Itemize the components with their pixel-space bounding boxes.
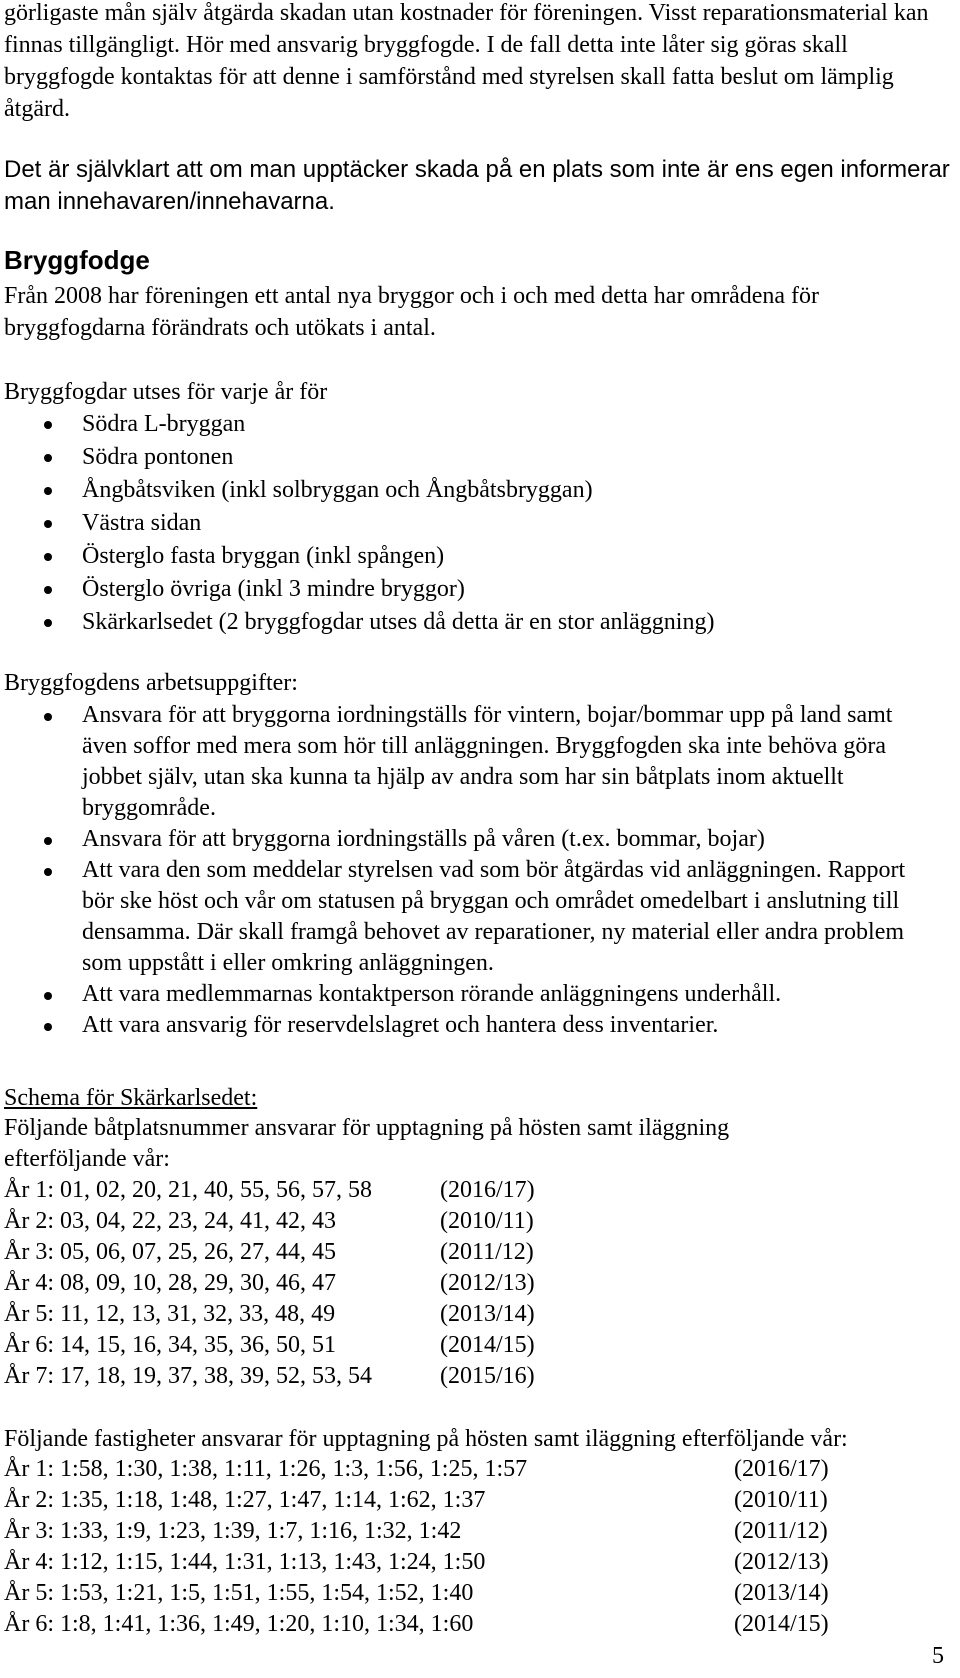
schedule-row: År 7: 17, 18, 19, 37, 38, 39, 52, 53, 54 (2015/16) xyxy=(4,1363,535,1389)
paragraph-boat-schedule-intro: Följande båtplatsnummer ansvarar för upptagning på hösten samt iläggning efterföljande vår: xyxy=(4,1115,730,1172)
schedule-row: År 2: 1:35, 1:18, 1:48, 1:27, 1:47, 1:14, 1:62, 1:37 (2010/11) xyxy=(4,1487,828,1513)
list-item: Österglo övriga (inkl 3 mindre bryggor) xyxy=(0,573,714,606)
bullet-icon xyxy=(44,992,52,1000)
schedule-row: År 4: 1:12, 1:15, 1:44, 1:31, 1:13, 1:43, 1:24, 1:50 (2012/13) xyxy=(4,1549,829,1575)
bullet-icon xyxy=(44,454,52,462)
list-item: Ångbåtsviken (inkl solbryggan och Ångbåtsbryggan) xyxy=(0,474,714,507)
schedule-row: År 6: 1:8, 1:41, 1:36, 1:49, 1:20, 1:10, 1:34, 1:60 (2014/15) xyxy=(4,1611,829,1637)
list-item: Österglo fasta bryggan (inkl spången) xyxy=(0,540,714,573)
bullet-icon xyxy=(44,520,52,528)
list-item: Att vara medlemmarnas kontaktperson rörande anläggningens underhåll. xyxy=(0,979,940,1010)
bullet-icon xyxy=(44,421,52,429)
paragraph-new-docks: Från 2008 har föreningen ett antal nya bryggor och i och med detta har områdena för bryggfogdarna förändrats och utökats i antal. xyxy=(4,283,820,341)
list-item: Västra sidan xyxy=(0,507,714,540)
list-item: Att vara den som meddelar styrelsen vad som bör åtgärdas vid anläggningen. Rapport bör ske höst och vår om statusen på bryggan och området omedelbart i anslutning till densamma. Där skall framgå behovet av reparationer, ny material eller andra problem som uppstått i eller omkring anläggningen. xyxy=(0,855,940,979)
boat-schedule xyxy=(4,1175,535,1392)
list-item: Södra pontonen xyxy=(0,441,714,474)
bullet-icon xyxy=(44,487,52,495)
paragraph-tasks-heading: Bryggfogdens arbetsuppgifter: xyxy=(4,670,298,696)
page-number: 5 xyxy=(932,1643,944,1669)
schedule-row: År 2: 03, 04, 22, 23, 24, 41, 42, 43 (2010/11) xyxy=(4,1208,534,1234)
schedule-row: År 5: 11, 12, 13, 31, 32, 33, 48, 49 (2013/14) xyxy=(4,1301,535,1327)
bullet-icon xyxy=(44,553,52,561)
bullet-icon xyxy=(44,1023,52,1031)
schedule-row: År 6: 14, 15, 16, 34, 35, 36, 50, 51 (2014/15) xyxy=(4,1332,535,1358)
bullet-icon xyxy=(44,868,52,876)
list-item: Skärkarlsedet (2 bryggfogdar utses då detta är en stor anläggning) xyxy=(0,606,714,639)
section-heading-bryggfodge: Bryggfodge xyxy=(4,245,150,275)
schedule-row: År 3: 1:33, 1:9, 1:23, 1:39, 1:7, 1:16, 1:32, 1:42 (2011/12) xyxy=(4,1518,828,1544)
dock-area-list xyxy=(0,408,714,639)
bullet-icon xyxy=(44,713,52,721)
paragraph-property-schedule-intro: Följande fastigheter ansvarar för upptagning på hösten samt iläggning efterföljande vår: xyxy=(4,1426,848,1452)
list-item: Södra L-bryggan xyxy=(0,408,714,441)
list-item: Ansvara för att bryggorna iordningställs för vintern, bojar/bommar upp på land samt även soffor med mera som hör till anläggningen. Bryggfogden ska inte behöva göra jobbet själv, utan ska kunna ta hjälp av andra som har sin båtplats inom aktuellt bryggområde. xyxy=(0,700,940,824)
task-list xyxy=(0,700,940,1041)
schedule-row: År 5: 1:53, 1:21, 1:5, 1:51, 1:55, 1:54, 1:52, 1:40 (2013/14) xyxy=(4,1580,829,1606)
paragraph-appointed-for: Bryggfogdar utses för varje år för xyxy=(4,379,328,405)
bullet-icon xyxy=(44,619,52,627)
schedule-row: År 1: 01, 02, 20, 21, 40, 55, 56, 57, 58 (2016/17) xyxy=(4,1177,535,1203)
list-item: Ansvara för att bryggorna iordningställs på våren (t.ex. bommar, bojar) xyxy=(0,824,940,855)
paragraph-inform-owner: Det är självklart att om man upptäcker skada på en plats som inte är ens egen informerar man innehavaren/innehavarna. xyxy=(4,156,950,215)
schema-heading: Schema för Skärkarlsedet: xyxy=(4,1085,258,1111)
schedule-row: År 1: 1:58, 1:30, 1:38, 1:11, 1:26, 1:3, 1:56, 1:25, 1:57 (2016/17) xyxy=(4,1456,829,1482)
bullet-icon xyxy=(44,837,52,845)
schedule-row: År 4: 08, 09, 10, 28, 29, 30, 46, 47 (2012/13) xyxy=(4,1270,535,1296)
list-item: Att vara ansvarig för reservdelslagret och hantera dess inventarier. xyxy=(0,1010,940,1041)
property-schedule xyxy=(4,1454,829,1640)
schedule-row: År 3: 05, 06, 07, 25, 26, 27, 44, 45 (2011/12) xyxy=(4,1239,534,1265)
paragraph-damage-repair: görligaste mån själv åtgärda skadan utan kostnader för föreningen. Visst reparationsmaterial kan finnas tillgängligt. Hör med ansvarig bryggfogde. I de fall detta inte låter sig göras skall bryggfogde kontaktas för att denne i samförstånd med styrelsen skall fatta beslut om lämplig åtgärd. xyxy=(4,0,929,122)
bullet-icon xyxy=(44,586,52,594)
